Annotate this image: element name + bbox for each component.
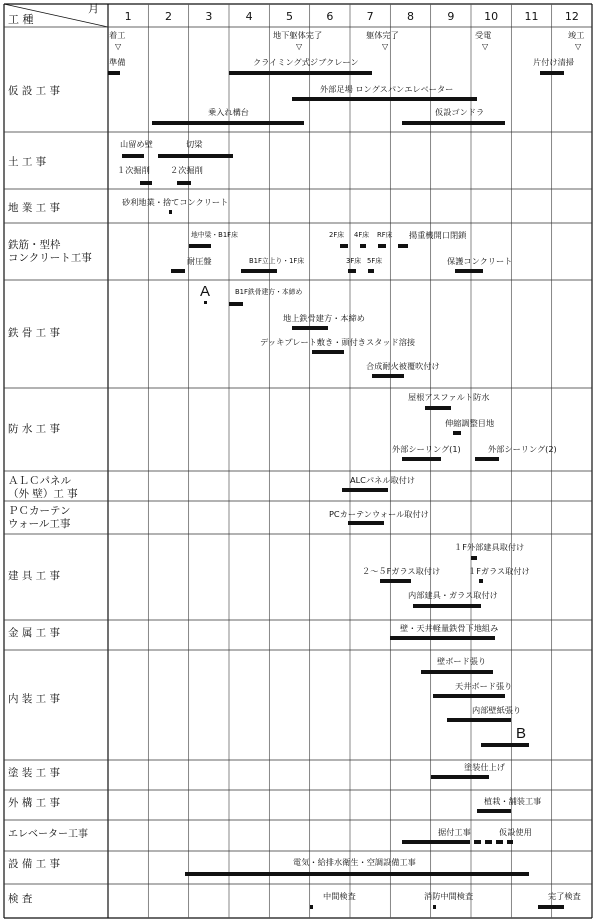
row-label-metal: 金 属 工 事 (8, 627, 61, 639)
month-number: 9 (447, 10, 455, 23)
row-label-inspection: 検 査 (8, 893, 33, 905)
row-label-foundation: 地 業 工 事 (8, 202, 61, 214)
task-label: 合成耐火被覆吹付け (366, 361, 440, 371)
task-label: 中間検査 (323, 891, 356, 901)
task-label: 植栽・舗装工事 (484, 796, 542, 806)
task-bar (360, 244, 366, 248)
task-bar (479, 579, 483, 583)
task-bar (158, 154, 233, 158)
task-label: 消防中間検査 (424, 891, 474, 901)
task-bar (122, 154, 144, 158)
task-bar (421, 670, 494, 674)
task-bar (471, 556, 477, 560)
task-label: 壁ボード張り (437, 656, 487, 666)
task-label: 内部建具・ガラス取付け (408, 590, 498, 600)
task-label: 地中梁・B1F床 (191, 231, 238, 239)
task-bar (431, 775, 489, 779)
task-bar (292, 326, 328, 330)
task-bar (348, 269, 356, 273)
task-label: 3F床 (346, 257, 362, 265)
task-bar (372, 374, 404, 378)
task-bar (185, 872, 530, 876)
mark-a-dot (204, 301, 207, 304)
month-number: 5 (286, 10, 293, 23)
mark-a: A (200, 283, 211, 300)
row-label-painting: 塗 装 工 事 (8, 767, 61, 779)
header-process-label: 工 種 (8, 13, 34, 26)
task-label: 伸縮調整目地 (445, 418, 495, 428)
milestone-triangle-icon: ▽ (482, 42, 489, 51)
row-label-rebar-formwork-concrete: 鉄筋・型枠 コンクリート工事 (8, 239, 92, 264)
task-bar (455, 269, 483, 273)
task-label: ２次掘削 (170, 165, 203, 175)
month-number: 8 (407, 10, 414, 23)
task-bar (402, 840, 463, 844)
milestone-triangle-icon: ▽ (575, 42, 582, 51)
month-number: 7 (366, 10, 374, 23)
task-label: 山留め壁 (120, 139, 153, 149)
task-label: 電気・給排水衛生・空調設備工事 (293, 857, 416, 867)
month-number: 2 (165, 10, 172, 23)
task-label: クライミング式ジブクレーン (253, 57, 359, 67)
task-label: 据付工事 (438, 827, 471, 837)
row-label-temporary-works: 仮 設 工 事 (8, 85, 61, 97)
task-bar (108, 71, 120, 75)
task-label: 乗入れ構台 (208, 107, 249, 117)
month-number: 10 (484, 10, 499, 23)
milestone-triangle-icon: ▽ (382, 42, 389, 51)
task-bar (342, 488, 388, 492)
task-label: ALCパネル取付け (350, 475, 416, 485)
task-label: 準備 (109, 57, 126, 67)
task-bar (477, 809, 511, 813)
task-label: 仮設使用 (499, 827, 532, 837)
task-bar (292, 97, 478, 101)
task-bar (241, 269, 277, 273)
task-bar (433, 905, 436, 909)
month-number: 4 (245, 10, 253, 23)
task-bar (312, 350, 344, 354)
row-label-fittings: 建 具 工 事 (8, 570, 61, 582)
task-bar (390, 636, 495, 640)
task-label: 4F床 (354, 231, 370, 239)
task-bar (413, 604, 482, 608)
task-label: 外部シーリング(2) (488, 444, 557, 454)
task-label: 外部シーリング(1) (392, 444, 461, 454)
task-bar (433, 694, 506, 698)
row-label-steel: 鉄 骨 工 事 (8, 327, 61, 339)
task-bar (140, 181, 152, 185)
task-bar (152, 121, 303, 125)
task-label: １F外部建具取付け (454, 542, 525, 552)
task-label: B1F鉄骨建方・本締め (235, 288, 303, 296)
task-label: 5F床 (367, 257, 383, 265)
month-number: 1 (124, 10, 132, 23)
task-bar (398, 244, 408, 248)
task-bar (481, 743, 529, 747)
task-label: デッキプレート敷き・頭付きスタッド溶接 (260, 337, 416, 347)
task-label: １Fガラス取付け (468, 566, 530, 576)
task-label: 完了検査 (548, 891, 581, 901)
task-bar (425, 406, 451, 410)
row-label-alc-panel: ＡＬＣパネル （外 壁）工 事 (8, 475, 78, 500)
task-label: 2F床 (329, 231, 345, 239)
mark-b: B (516, 725, 527, 742)
row-label-exterior: 外 構 工 事 (8, 797, 61, 809)
task-bar (380, 579, 410, 583)
task-label: 切梁 (186, 139, 203, 149)
task-bar (447, 718, 512, 722)
milestone-frame-complete: 躯体完了 (366, 30, 399, 40)
task-bar (169, 210, 172, 214)
row-label-earthwork: 土 工 事 (8, 156, 47, 168)
milestone-completion: 竣工 (568, 30, 585, 40)
task-label: 仮設ゴンドラ (435, 107, 485, 117)
header-month-label: 月 (88, 2, 99, 15)
task-bar (402, 457, 440, 461)
milestone-start: 着工 (109, 30, 126, 40)
month-number: 6 (326, 10, 334, 23)
task-label: B1F立上り・1F床 (249, 257, 305, 265)
task-bar (475, 457, 499, 461)
month-number: 12 (564, 10, 579, 23)
row-label-pc-curtain-wall: ＰＣカーテン ウォール工事 (8, 505, 71, 530)
month-number: 3 (205, 10, 213, 23)
task-label: 屋根アスファルト防水 (408, 392, 490, 402)
task-label: RF床 (377, 231, 393, 239)
row-label-elevator: エレベーター工事 (8, 829, 88, 840)
task-bar (348, 521, 384, 525)
task-bar (540, 71, 564, 75)
task-bar (310, 905, 313, 909)
task-bar (177, 181, 191, 185)
task-bar (402, 121, 505, 125)
row-label-interior: 内 装 工 事 (8, 693, 61, 705)
task-bar (189, 244, 211, 248)
milestone-power-receipt: 受電 (475, 30, 492, 40)
task-bar (368, 269, 374, 273)
task-label: 揚重機開口閉鎖 (409, 230, 467, 240)
task-label: PCカーテンウォール取付け (329, 509, 429, 519)
task-label: １次掘削 (117, 165, 150, 175)
task-bar (538, 905, 564, 909)
task-label: 耐圧盤 (187, 256, 212, 266)
task-label: 片付け清掃 (533, 57, 574, 67)
milestone-triangle-icon: ▽ (296, 42, 303, 51)
month-number: 11 (524, 10, 539, 23)
task-label: 壁・天井軽量鉄骨下地組み (400, 623, 499, 633)
row-label-waterproofing: 防 水 工 事 (8, 423, 61, 435)
task-bar (229, 71, 372, 75)
task-bar (171, 269, 185, 273)
task-label: 塗装仕上げ (464, 762, 505, 772)
task-label: 外部足場 ロングスパンエレベーター (320, 84, 454, 94)
task-label: 天井ボード張り (455, 681, 513, 691)
task-label: 保護コンクリート (447, 256, 513, 266)
task-bar (453, 431, 461, 435)
row-label-equipment: 設 備 工 事 (8, 858, 61, 870)
task-bar (340, 244, 348, 248)
task-label: 地上鉄骨建方・本締め (283, 313, 365, 323)
task-bar (378, 244, 386, 248)
milestone-triangle-icon: ▽ (115, 42, 122, 51)
task-label: ２～５Fガラス取付け (362, 566, 441, 576)
task-bar-dashed (463, 840, 513, 844)
milestone-basement-complete: 地下躯体完了 (273, 30, 323, 40)
task-label: 内部壁紙張り (472, 705, 522, 715)
task-bar (229, 302, 243, 306)
task-label: 砂利地業・捨てコンクリート (122, 197, 229, 207)
